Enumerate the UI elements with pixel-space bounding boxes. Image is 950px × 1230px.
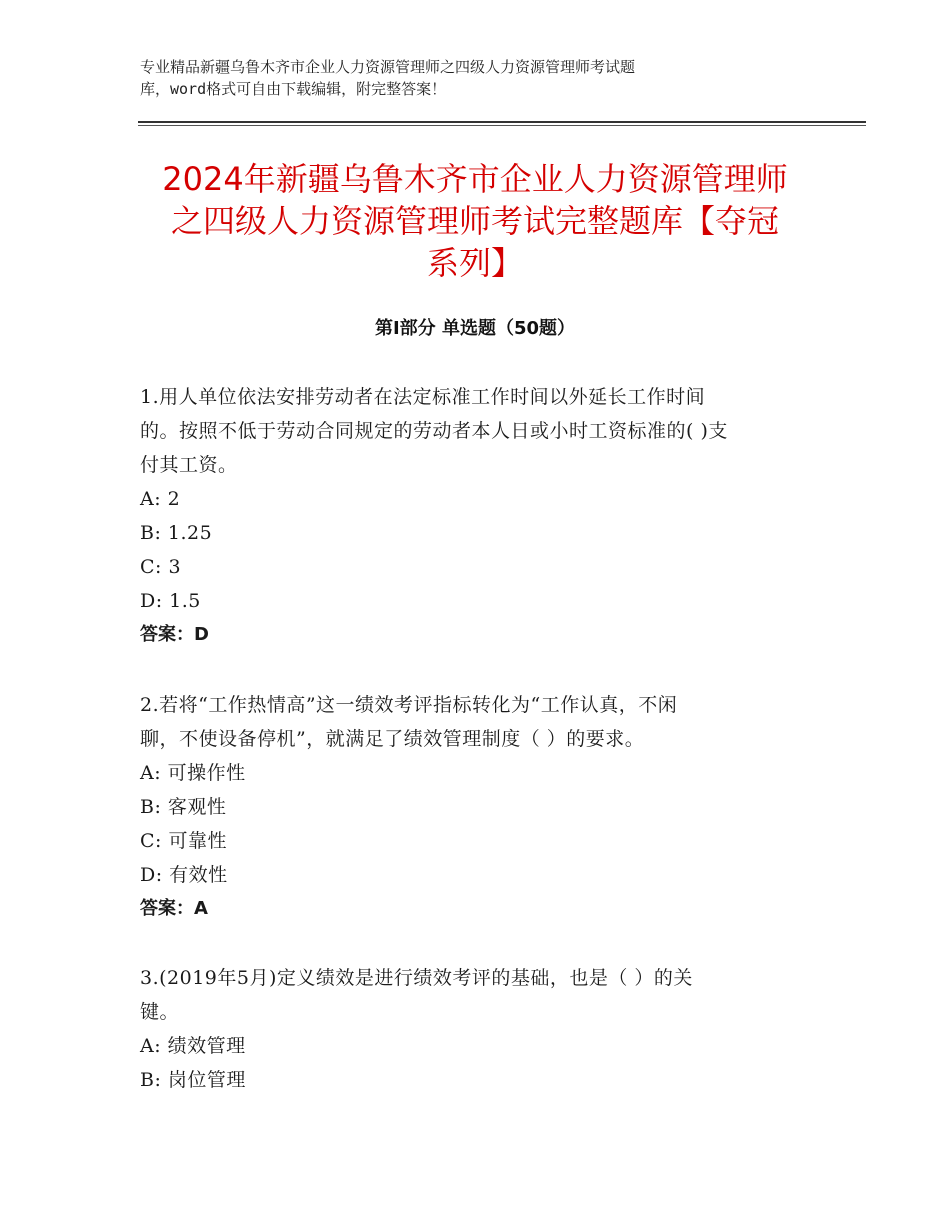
question-1 — [140, 380, 820, 652]
option-a: A: 可操作性 — [140, 762, 246, 784]
option-a: A: 2 — [140, 488, 181, 510]
question-2 — [140, 688, 820, 926]
option-c: C: 3 — [140, 556, 182, 578]
section-title: 第Ⅰ部分 单选题（50题） — [374, 318, 575, 339]
option-b: B: 岗位管理 — [140, 1069, 246, 1091]
question-stem-line: 聊，不使设备停机”，就满足了绩效管理制度（ ）的要求。 — [140, 728, 645, 750]
answer: 答案：D — [140, 624, 209, 645]
option-b: B: 客观性 — [140, 796, 227, 818]
question-stem-line: 2.若将“工作热情高”这一绩效考评指标转化为“工作认真，不闲 — [140, 694, 678, 716]
question-stem-line: 键。 — [140, 1001, 180, 1023]
answer: 答案：A — [140, 898, 208, 919]
document-title-line: 2024年新疆乌鲁木齐市企业人力资源管理师 — [162, 160, 788, 198]
question-stem-line: 3.(2019年5月)定义绩效是进行绩效考评的基础，也是（ ）的关 — [140, 967, 693, 989]
document-title-line: 之四级人力资源管理师考试完整题库【夺冠 — [170, 202, 779, 240]
header-note — [140, 56, 780, 100]
option-b: B: 1.25 — [140, 522, 213, 544]
header-divider — [138, 121, 866, 123]
header-note-line: 库，word格式可自由下载编辑，附完整答案！ — [140, 80, 447, 98]
option-c: C: 可靠性 — [140, 830, 227, 852]
question-3 — [140, 961, 820, 1097]
option-d: D: 有效性 — [140, 864, 228, 886]
document-title-line: 系列】 — [426, 244, 523, 282]
header-divider-thin — [138, 125, 866, 126]
header-note-line: 专业精品新疆乌鲁木齐市企业人力资源管理师之四级人力资源管理师考试题 — [140, 58, 636, 76]
question-stem-line: 付其工资。 — [140, 454, 238, 476]
question-stem-line: 1.用人单位依法安排劳动者在法定标准工作时间以外延长工作时间 — [140, 386, 706, 408]
question-stem-line: 的。按照不低于劳动合同规定的劳动者本人日或小时工资标准的( )支 — [140, 420, 728, 442]
option-a: A: 绩效管理 — [140, 1035, 246, 1057]
option-d: D: 1.5 — [140, 590, 201, 612]
document-title — [130, 158, 820, 284]
